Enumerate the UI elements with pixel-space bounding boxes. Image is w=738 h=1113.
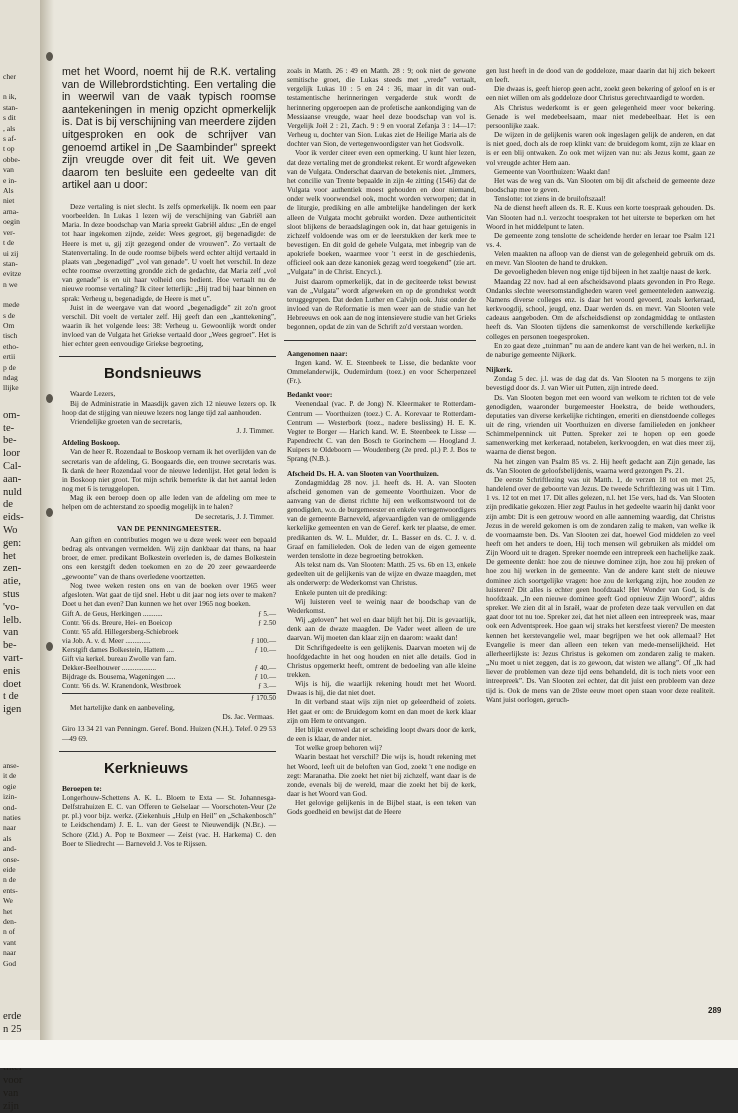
margin-fragment: tisch xyxy=(3,331,18,341)
margin-fragment: t de xyxy=(3,238,15,248)
bondsnieuws-paragraph: Bij de Administratie in Maasdijk gaven zich 12 nieuwe lezers op. Ik hoop dat de stijging van nieuwe lezers nog lange tijd zal aanhouden. xyxy=(62,398,276,417)
margin-fragment: , als xyxy=(3,123,16,133)
paragraph: In dit verband staat wijs zijn niet op geleerdheid of zoiets. Het gaat er om: de Bruidegom komt en dan moet de kerk klaar zijn om Hem te ontvangen. xyxy=(287,697,476,725)
margin-fragment: ver- xyxy=(3,227,16,237)
afscheid-continued xyxy=(486,66,715,359)
gift-description: Kerstgift dames Bolkestein, Hattem .... xyxy=(62,646,174,655)
gift-description: via Job. A. v. d. Meer .............. xyxy=(62,637,151,646)
paragraph: Die dwaas is, geeft hierop geen acht, zoekt geen bekering of geloof en is er een niet willen om als goddeloze door Christus gerechtvaardigd te worden. xyxy=(486,84,715,103)
margin-fragment: enis xyxy=(3,665,21,677)
margin-fragment: gen: xyxy=(3,537,22,549)
signature: J. J. Timmer. xyxy=(236,426,274,436)
paragraph: Na het zingen van Psalm 85 vs. 2. Hij heeft gedacht aan Zijn genade, las ds. Van Slooten de geloofsbelijdenis, waarna werd gezongen Ps. 21. xyxy=(486,456,715,475)
paragraph: En zo gaat deze „tuinman” nu aan de andere kant van de hei werken, n.l. in de naburige gemeente Nijkerk. xyxy=(486,340,715,359)
margin-fragment: igen xyxy=(3,704,22,716)
margin-fragment: het xyxy=(3,906,13,916)
paragraph: Als Christus wederkomt is er geen gelegenheid meer voor bekering. Genade is wel medebeelsaam, maar niet medebeelbaar. Het is een persoonlijke zaak. xyxy=(486,102,715,130)
margin-fragment: s af- xyxy=(3,134,17,144)
gift-amount: ƒ 3.— xyxy=(258,682,276,691)
margin-fragment: zijn xyxy=(3,1100,19,1112)
margin-fragment: naar xyxy=(3,823,17,833)
giro-line: Giro 13 34 21 van Penningm. Geref. Bond. Huizen (N.H.). Telef. 0 29 53—49 69. xyxy=(62,724,276,743)
margin-fragment: llijke xyxy=(3,383,19,393)
margin-fragment: Om xyxy=(3,320,15,330)
paragraph: Zondag 5 dec. j.l. was de dag dat ds. Van Slooten na 5 morgens te zijn bevestigd door ds. J. van Wier uit Putten, zijn intrede deed. xyxy=(486,374,715,393)
gift-row xyxy=(62,619,276,628)
margin-fragment: izin- xyxy=(3,792,17,802)
margin-fragment xyxy=(3,82,40,92)
paragraph: Als tekst nam ds. Van Slooten: Matth. 25 vs. 6b en 13, enkele gedeelten uit de gelijkenis van de wijze en dwaze maagden, met als onderwerp: de Wederkomst van Christus. xyxy=(287,560,476,588)
penningmeester-title: VAN DE PENNINGMEESTER. xyxy=(116,523,222,533)
gift-description: Contr. '66 ds. Breure, Hei- en Boeicop xyxy=(62,619,173,628)
subheading-afscheid: Afscheid Ds. H. A. van Slooten van Voorthuizen. xyxy=(287,468,439,478)
kerknieuws-heading: Kerknieuws xyxy=(104,759,189,777)
margin-fragment: p de xyxy=(3,362,16,372)
section-divider xyxy=(59,751,276,752)
margin-fragment: t op xyxy=(3,144,15,154)
afscheid-article xyxy=(287,478,476,817)
boskoop-paragraph: Van de heer R. Rozendaal te Boskoop vernam ik het overlijden van de secretaris van de afdeling, G. Boogaards die, een trouwe secretaris was. Ik dank de heer Rozendaal voor de nieuwe ledenlijst. Het getal leden is in Boskoop niet groot. Tot mijn schrik bemerkte ik dat het aantal leden nog met 6 is teruggelopen. xyxy=(62,447,276,494)
gift-amount: ƒ 10.— xyxy=(254,646,276,655)
nijkerk-article xyxy=(486,374,715,704)
margin-fragment: n we xyxy=(3,279,18,289)
margin-fragment: van xyxy=(3,165,14,175)
margin-fragment: atie, xyxy=(3,576,21,588)
gift-row xyxy=(62,628,276,637)
margin-fragment: s dit xyxy=(3,113,16,123)
intro-paragraph: met het Woord, noemt hij de R.K. vertaling van de Willebrordstichting. Een vertaling die in weerwil van de vaak typisch roomse aantekeningen in menig opzicht opmerkelijk is. Dat is bij verschijning van meerdere zijden uitgesproken en ook de schrijver van genoemd artikel in „De Saambinder” spreekt zijn vreugde over dit feit uit. We geven daarom ten besluite een gedeelte van dit artikel aan u door: xyxy=(62,66,276,192)
article-paragraph: Juist daarom opmerkelijk, dat in de geciteerde tekst bewust van de „Vulgata” wordt afgeweken en op de grondtekst wordt teruggegrepen. Dat deden Luther en Calvijn ook. Juist onder de invloed van de Reformatie is men weer aan de studie van het Hebreeuws en ook aan de nog intensievere studie van het Grieks begonnen, opdat de zin van de Schrift zo'd verstaan worden. xyxy=(287,276,476,332)
gift-description: Gift via kerkel. bureau Zwolle van fam. xyxy=(62,655,177,664)
gift-amount: ƒ 40.— xyxy=(254,664,276,673)
margin-fragment: ents- xyxy=(3,885,18,895)
previous-page-margin xyxy=(0,0,41,1112)
gift-row xyxy=(62,664,276,673)
margin-fragment: stan- xyxy=(3,258,18,268)
beroepen-paragraph: Longerhouw-Schettens A. K. L. Bloem te Exta — St. Johannesga-Delfstrahuizen E. C. van Offeren te Gelselaar — Voorschoten-Veur (2e pr. pl.) voor bijz. werkz. (Ziekenhuis „Hulp en Heil” en „Schakenbosch” te Leidschendam) J. E. L. van der Geest te Nieuwendijk (N.Br.). — Schore (Zld.) A. Pop te Boxmeer — Zeist (vac. H. Harkema) C. den Boer te Sliedrecht — Barneveld J. Vos te Rijssen. xyxy=(62,792,276,848)
margin-fragment: stus xyxy=(3,588,20,600)
margin-fragment: ertii xyxy=(3,352,16,362)
margin-fragment: zen- xyxy=(3,563,22,575)
article-paragraph: zoals in Matth. 26 : 49 en Matth. 28 : 9; ook niet de gewone semitische groet, die Lukas steeds met „vrede” vertaalt, vergelijk Lukas 10 : 5 en 24 : 36, maar in dit van oud-testamentische herinneringen vergaderde stuk wordt de herinnering opgeroepen aan de profetische aankondiging van de Messiaanse vreugde, waar heel deze boodschap van vol is. Vergelijk Joël 2 : 21, Zach. 9 : 9 en vooral Zefanja 3 : 14—17: Verheug u, dochter van Sion. Lukas ziet de Heilige Maria als de dochter van Sion, de vertegenwoordigster van het Godsvolk. xyxy=(287,66,476,149)
paragraph: Na de dienst heeft alleen ds. R. E. Kuus een korte toespraak gehouden. Ds. Van Slooten had n.l. verzocht toespraken tot het uiterste te beperken om het Woord in het middelpunt te laten. xyxy=(486,203,715,231)
gift-description: Dekker-Beelhouwer ................... xyxy=(62,664,157,673)
margin-fragment: etho- xyxy=(3,341,19,351)
margin-fragment: doet xyxy=(3,678,22,690)
margin-text-low xyxy=(0,725,40,969)
margin-fragment: naar xyxy=(3,948,17,958)
margin-fragment: niet xyxy=(3,196,15,206)
margin-fragment: God xyxy=(3,958,17,968)
margin-fragment: Cal- xyxy=(3,460,22,472)
penningmeester-paragraph: Nog twee weken resten ons en van de boeken over 1965 weer afgesloten. Wat gaat de tijd snel. Hebt u dit jaar nog iets over te maken? Doet u het dan even? Dan kunnen we het over 1965 nog boeken. xyxy=(62,580,276,608)
margin-fragment: anse- xyxy=(3,760,20,770)
margin-fragment: Als xyxy=(3,186,14,196)
margin-fragment: ui zij xyxy=(3,248,19,258)
column-2 xyxy=(287,66,476,1026)
margin-fragment: loor xyxy=(3,448,21,460)
paragraph: Het gelovige gelijkenis in de Bijbel staat, is een teken van Gods goedheid en bewijst dat de Heere xyxy=(287,798,476,817)
margin-fragment: lelb. xyxy=(3,614,22,626)
gift-row xyxy=(62,673,276,682)
margin-fragment: n 25 xyxy=(3,1023,22,1035)
margin-fragment: be- xyxy=(3,435,17,447)
column-1 xyxy=(62,66,276,1026)
gift-row xyxy=(62,646,276,655)
subheading-nijkerk: Nijkerk. xyxy=(486,365,513,374)
punch-hole xyxy=(46,394,53,403)
gift-amount: ƒ 100.— xyxy=(250,637,276,646)
gift-amount: ƒ 10.— xyxy=(254,673,276,682)
margin-fragment: mede xyxy=(3,300,20,310)
page-number: 289 xyxy=(708,1006,722,1015)
bondsnieuws-paragraph: Vriendelijke groeten van de secretaris, xyxy=(70,416,183,426)
paragraph: De gevoeligheden bleven nog enige tijd bijeen in het zaaltje naast de kerk. xyxy=(494,267,712,277)
gift-total-row xyxy=(62,693,276,703)
paragraph: Wijs is hij, die waarlijk rekening houdt met het Woord. Dwaas is hij, die dat niet doet. xyxy=(287,679,476,698)
gift-amount: ƒ 2.50 xyxy=(258,619,276,628)
margin-fragment: Wo xyxy=(3,524,18,536)
binding-gutter xyxy=(40,0,54,1068)
paragraph: Ds. Van Slooten begon met een woord van welkom te richten tot de vele genodigden, waaronder burgemeester Hoekstra, de beide wethouders, deputaties van diverse kerkelijke richtingen, emeriti en dienstdoende colleges uit de ring, vrienden uit Voorthuizen en diverse familieleden en jonkheer Schimmelpenninck uit Putten. Spreker zei te hopen op een goede samenwerking met kerkeraad, notabelen, kerkvoogden, en wat dies meer zij, waarna de dienst begon. xyxy=(486,392,715,457)
punch-hole xyxy=(46,642,53,651)
paragraph: Velen maakten na afloop van de dienst van de gelegenheid gebruik om ds. en mevr. Van Slooten de hand te drukken. xyxy=(486,249,715,268)
boskoop-paragraph: Mag ik een beroep doen op alle leden van de afdeling om mee te helpen om de achterstand zo spoedig mogelijk in te halen? xyxy=(62,493,276,512)
margin-fragment: ogie xyxy=(3,781,17,791)
article-paragraph: Deze vertaling is niet slecht. Is zelfs opmerkelijk. Ik noem een paar voorbeelden. In Lukas 1 lezen wij de verschijning van Gabriël aan Maria. In deze boodschap van Maria spreekt Gabriël aldus: „En de engel tot haar ingekomen zijnde, zeide: Wees gegroet, gij begenadigde: de Heere is met u, gij zijt gezegend onder de vrouwen”. Zo vertaalt de Statenvertaling. In de oude roomse bijbels werd echter altijd vertaald in plaats van „begenadigd” „vol van genade”. U voelt het verschil. In deze echte roomse overzetting grondde zich de gedachte, dat Maria zelf „vol van genade” is en uit haar volheid ons bedient. Hoe vertaalt nu de nieuwe roomse vertaling? Ik citeer letterlijk: „Hij trad bij haar binnen en sprak: Verheug u, begenadigde, de Heere is met u”. xyxy=(62,201,276,303)
paragraph: Maandag 22 nov. had al een afscheidsavond plaats gevonden in Pro Rege. Ondanks slechte weersomstandigheden waren veel gemeenteleden aanwezig. Namens diverse colleges enz. is daar het woord gevoerd, zoals kerkeraad, kerkvoogdij, school, jeugd, enz. Daar werden ds. en mevr. Van Slooten vele cadeaus aangeboden. Om de afscheidsdienst op zondagmiddag te ontlasten heeft ds. Van Slooten tijdens die samenkomst de verschillende kerkelijke colleges en personen toegesproken. xyxy=(486,276,715,341)
margin-fragment: cher xyxy=(3,72,17,81)
paragraph: Dit Schriftgedeelte is een gelijkenis. Daarvan moeten wij de hoofdgedachte in het oog houden en niet alle details. God in Christus opgemerkt heeft, omtrent de bedoeling van alle kleine trekken. xyxy=(287,642,476,679)
gift-list xyxy=(62,610,276,691)
paragraph: De wijzen in de gelijkenis waren ook ingeslagen gelijk de anderen, en dat is niet goed, doch als de roep klinkt van: de bruidegom komt, zijn ze klaar en is er een blij ontwaken. Zo ook met wijzen van nu: als Jezus komt, gaan ze vol vreugde achter Hem aan. xyxy=(486,130,715,167)
gift-amount: ƒ 5.— xyxy=(258,610,276,619)
margin-fragment: arna- xyxy=(3,206,19,216)
signature: De secretaris, J. J. Timmer. xyxy=(194,511,274,521)
subheading-boskoop: Afdeling Boskoop. xyxy=(62,438,120,448)
margin-fragment: van xyxy=(3,1087,19,1099)
gift-total: ƒ 170.50 xyxy=(250,694,276,703)
gift-description: Contr. '66 ds. W. Kranendonk, Westbroek xyxy=(62,682,181,691)
article-paragraph: Voor ik verder citeer even een opmerking. U kunt hier lezen, dat deze vertaling met de grondtekst rekent. Er wordt afgeweken van de Vulgata. Onderschat daarvan de betekenis niet. „Immers, het concilie van Trente bepaalde in zijn 4e zitting (1546) dat de Vulgata voor authentiek moest gehouden en door niemand, onder welk voorwendsel ook, mocht worden verworpen; dat in de liturgie, prediking en alle ambtelijke handelingen der kerk alleen de Vulgata mocht gebruikt worden. Deze authenticiteit sloot blijkens de beraadslagingen ook in, dat haar getuigenis in zichzelf voldoende was om er de leerstukken der kerk mee te bevestigen. En dit gold de gehele Vulgata, met inbegrip van de apokriefe boeken, waarmee voor 't eerst in de geschiedenis, officieel ook aan deze kanoniek gezag werd toegekend” (zie art. „Vulgata” in de Christ. Encycl.). xyxy=(287,148,476,277)
margin-fragment: e in- xyxy=(3,175,17,185)
subheading-bedankt: Bedankt voor: xyxy=(287,390,333,400)
margin-fragment: vart- xyxy=(3,652,23,664)
margin-fragment: te- xyxy=(3,422,15,434)
gift-description: Bijdrage ds. Bousema, Wageningen ..... xyxy=(62,673,176,682)
margin-fragment: oegin xyxy=(3,217,20,227)
margin-fragment: vant xyxy=(3,937,17,947)
gift-row xyxy=(62,637,276,646)
margin-fragment: stan- xyxy=(3,102,18,112)
margin-fragment: and- xyxy=(3,844,17,854)
margin-fragment: het xyxy=(3,550,16,562)
paragraph: Gemeente van Voorthuizen: Waakt dan! xyxy=(494,166,611,176)
paragraph: Het was de weg van ds. Van Slooten om bij dit afscheid de gemeente deze boodschap mee te geven. xyxy=(486,175,715,195)
margin-fragment: om- xyxy=(3,409,21,421)
margin-fragment: n de xyxy=(3,875,16,885)
margin-fragment: n ik, xyxy=(3,92,17,102)
section-divider xyxy=(59,356,276,357)
signature: Ds. Jac. Vermaas. xyxy=(222,712,274,722)
margin-fragment: den- xyxy=(3,917,17,926)
bondsnieuws-heading: Bondsnieuws xyxy=(104,365,202,383)
paragraph: gen lust heeft in de dood van de goddeloze, maar daarin dat hij zich bekeert en leeft. xyxy=(486,66,715,85)
margin-fragment: als xyxy=(3,833,12,843)
margin-fragment: ond- xyxy=(3,802,17,812)
paragraph: Zondagmiddag 28 nov. j.l. heeft ds. H. A. van Slooten afscheid genomen van de gemeente Voorthuizen. Voor de aanvang van de dienst richtte hij een welkomstwoord tot de genodigden, w.o. de burgemeester en enkele vertegenwoordigers van de gemeente Barneveld, afgevaardigden van de omliggende kerkelijke gemeenten en van de Geref. kerk ter plaatse, de emer. predikanten ds. W. L. Mulder, dr. L. Basser en ds. C. J. v. d. Graaf en familieleden. Ook de leden van de eigen gemeente werden tenslotte in deze begroeting betrokken. xyxy=(287,477,476,560)
margin-fragment: naties xyxy=(3,812,21,822)
margin-text-middle xyxy=(0,402,40,717)
margin-fragment: ndag xyxy=(3,372,18,382)
paragraph: Waarin bestaat het verschil? Die wijs is, houdt rekening met het Woord, leeft uit de beloften van God, zoekt 't ene nodige en zegt: Maranatha. Die zoekt het niet bij zichzelf, want daar is de zonde, evenals bij de wereld, maar die zoekt het bij de kerk, daar is het Woord van God. xyxy=(287,752,476,799)
margin-fragment: s de xyxy=(3,310,16,320)
margin-fragment: evitze xyxy=(3,269,22,279)
article-paragraph: Juist in de weergave van dat woord „begenadigde” zit zo'n groot verschil. Dit voelt de vertaler zelf. Hij geeft dan een „kanttekening”, waarin ik het volgende lees: 38: Verheug u. Gewoonlijk wordt onder invloed van de Vulgata het Griekse vertaald door „Wees gegroet”. Het is hier echter geen eenvoudige Griekse begroeting, xyxy=(62,302,276,349)
paragraph: Wij „geloven” het wel en daar blijft het bij. Dit is gevaarlijk, denk aan de dwaze maagden. De Vader weet alleen de ure daarvan. Wij moeten dan klaar zijn en daarom: waakt dan! xyxy=(287,615,476,643)
margin-fragment: erde xyxy=(3,1011,22,1023)
margin-text-top xyxy=(0,0,40,394)
paragraph: Het blijkt evenwel dat er scheiding loopt dwars door de kerk, de een is klaar, de ander niet. xyxy=(287,724,476,744)
bondsnieuws-greeting: Waarde Lezers, xyxy=(70,389,116,399)
margin-fragment: onse- xyxy=(3,854,20,864)
subheading-aangenomen: Aangenomen naar: xyxy=(287,348,348,358)
margin-fragment: 'vo- xyxy=(3,601,20,613)
margin-fragment: it de xyxy=(3,771,17,781)
gift-description: Gift A. de Geus, Herkingen ........... xyxy=(62,610,163,619)
paragraph: Tenslotte: tot ziens in de bruiloftszaal! xyxy=(494,194,606,204)
penningmeester-paragraph: Aan giften en contributies mogen we u deze week weer een bepaald bedrag als ontvangen vermelden. Wij zijn dankbaar dat thans, na haar broer, de emer. predikant Bolkestein overleden is, de dames Bolkestein ons een kerstgift deden toekomen en zo de 20 zeer gewaardeerde „gewoonte” van de thans overledene voortzetten. xyxy=(62,534,276,581)
margin-fragment: eids- xyxy=(3,512,24,524)
margin-fragment xyxy=(3,290,40,300)
gift-row xyxy=(62,610,276,619)
margin-fragment: be- xyxy=(3,640,17,652)
paragraph: Enkele punten uit de prediking: xyxy=(295,587,387,597)
margin-fragment: We xyxy=(3,896,13,906)
punch-hole xyxy=(46,52,53,61)
margin-fragment: eide xyxy=(3,864,16,874)
scan-bottom-edge xyxy=(0,1040,738,1068)
paragraph: Wij luisteren veel te weinig naar de boodschap van de Wederkomst. xyxy=(287,596,476,615)
margin-fragment: obbe- xyxy=(3,154,21,164)
margin-fragment: voor xyxy=(3,1075,23,1087)
gift-row xyxy=(62,655,276,664)
margin-fragment: n of xyxy=(3,927,16,937)
subheading-beroepen: Beroepen te: xyxy=(62,783,102,793)
aangenomen-paragraph: Ingen kand. W. E. Steenbeek te Lisse, die bedankte voor Ommelanderwijk, Oudemirdum (toez.) en voor Scherpenzeel (Fr.). xyxy=(287,357,476,386)
margin-fragment: t de xyxy=(3,691,19,703)
margin-fragment: de xyxy=(3,499,13,511)
column-3 xyxy=(486,66,715,1026)
margin-fragment: nuld xyxy=(3,486,22,498)
punch-hole xyxy=(46,508,53,517)
bedankt-paragraph: Veenendaal (vac. P. de Jong) N. Kleermaker te Rotterdam-Centrum — Voorthuizen (toez.) C. A. Korevaar te Rotterdam-Centrum — Westerbork (toez., nadere beslissing) H. E. K. Vegter te Borger — Harich kand. W. E. Steenbeek te Lisse — Papendrecht C. van den Bosch te Gorinchem — Hoogland J. Kuipers te Oldeboorn — Woudenberg (2e pred. pl.) P. J. Bos te Sprang (N.B.). xyxy=(287,399,476,464)
paragraph: Tot welke groep behoren wij? xyxy=(295,743,383,753)
paragraph: De gemeente zong tenslotte de scheidende herder en leraar toe Psalm 121 vs. 4. xyxy=(486,230,715,249)
section-divider xyxy=(284,340,476,341)
thanks-line: Met hartelijke dank en aanbeveling, xyxy=(70,703,175,713)
margin-fragment: van xyxy=(3,627,19,639)
gift-description: Contr. '65 afd. Hillegersberg-Schiebroek xyxy=(62,628,179,637)
gift-row xyxy=(62,682,276,691)
margin-fragment: aan- xyxy=(3,473,22,485)
paragraph: De eerste Schriftlezing was uit Matth. 1, de verzen 18 tot en met 25, handelend over de geboorte van Jezus. De tweede Schriftlezing was uit 1 Tim. 1 vs. 12 tot en met 17. Dit alles gelezen, n.l. het 15e vers, had ds. Van Slooten zijn predikatie gekozen. Hier zegt Paulus in het gedeelte waarin hij dankt voor zijn ambt: Dit is een getrouw woord en alle aanneming waardig, dat Christus Jezus in de wereld gekomen is om de zondaren zalig te maken, van welke ik de voornaamste ben. Ds. Van Slooten zei dat, hoewel God middelen zo veel heeft om het anders te doen, Hij toch mensen wil gebruiken als middel om Zijn Woord uit te dragen. Spreker noemde een intrepreek een hachelijke zaak. De gemeente denkt: hoe zou de nieuwe dominee zijn, hoe zou hij preken of hoe zou hij werken in de gemeente. Van de andere kant stelt de nieuwe dominee zich soortgelijke vragen: hoe zou de kerkgang zijn, hoe zouden ze luisteren? Dit alles is echter geen hoofdzaak! Het Wonder van God, is de hoofdzaak. „In een nieuwe dominee geeft God opnieuw Zijn Woord”, aldus spreker. We zien dit al in Israël, waar de profeten deze taak vervullen en dat gaat door tot nu toe. Spreker zei, dat het niet alleen een intreepreek was, maar ook een Adventspreek. Hoe gaan wij straks het kerstfeest vieren? De meesten kennen het kerstevangelie wel, maar begrijpen we het ook allemaal? Het Evangelie is meer dan alleen een teken van mede-menselijkheid. Het allerheerlijkste is: Jezus Christus is gekomen om zondaren zalig te maken. „Nu moet u niet zeggen, dat is zo gewoon, dat wisten we allang”. Of „Ik had liever de problemen van deze tijd eens behandeld, dit is toch niets voor een intreepreek”. Ds. Van Slooten zei echter, dat dit juist een probleem van deze tijd is. Ook de mens van de 20ste eeuw moet open staan voor deze realiteit. Want juist oorlogen, geruch- xyxy=(486,474,715,704)
